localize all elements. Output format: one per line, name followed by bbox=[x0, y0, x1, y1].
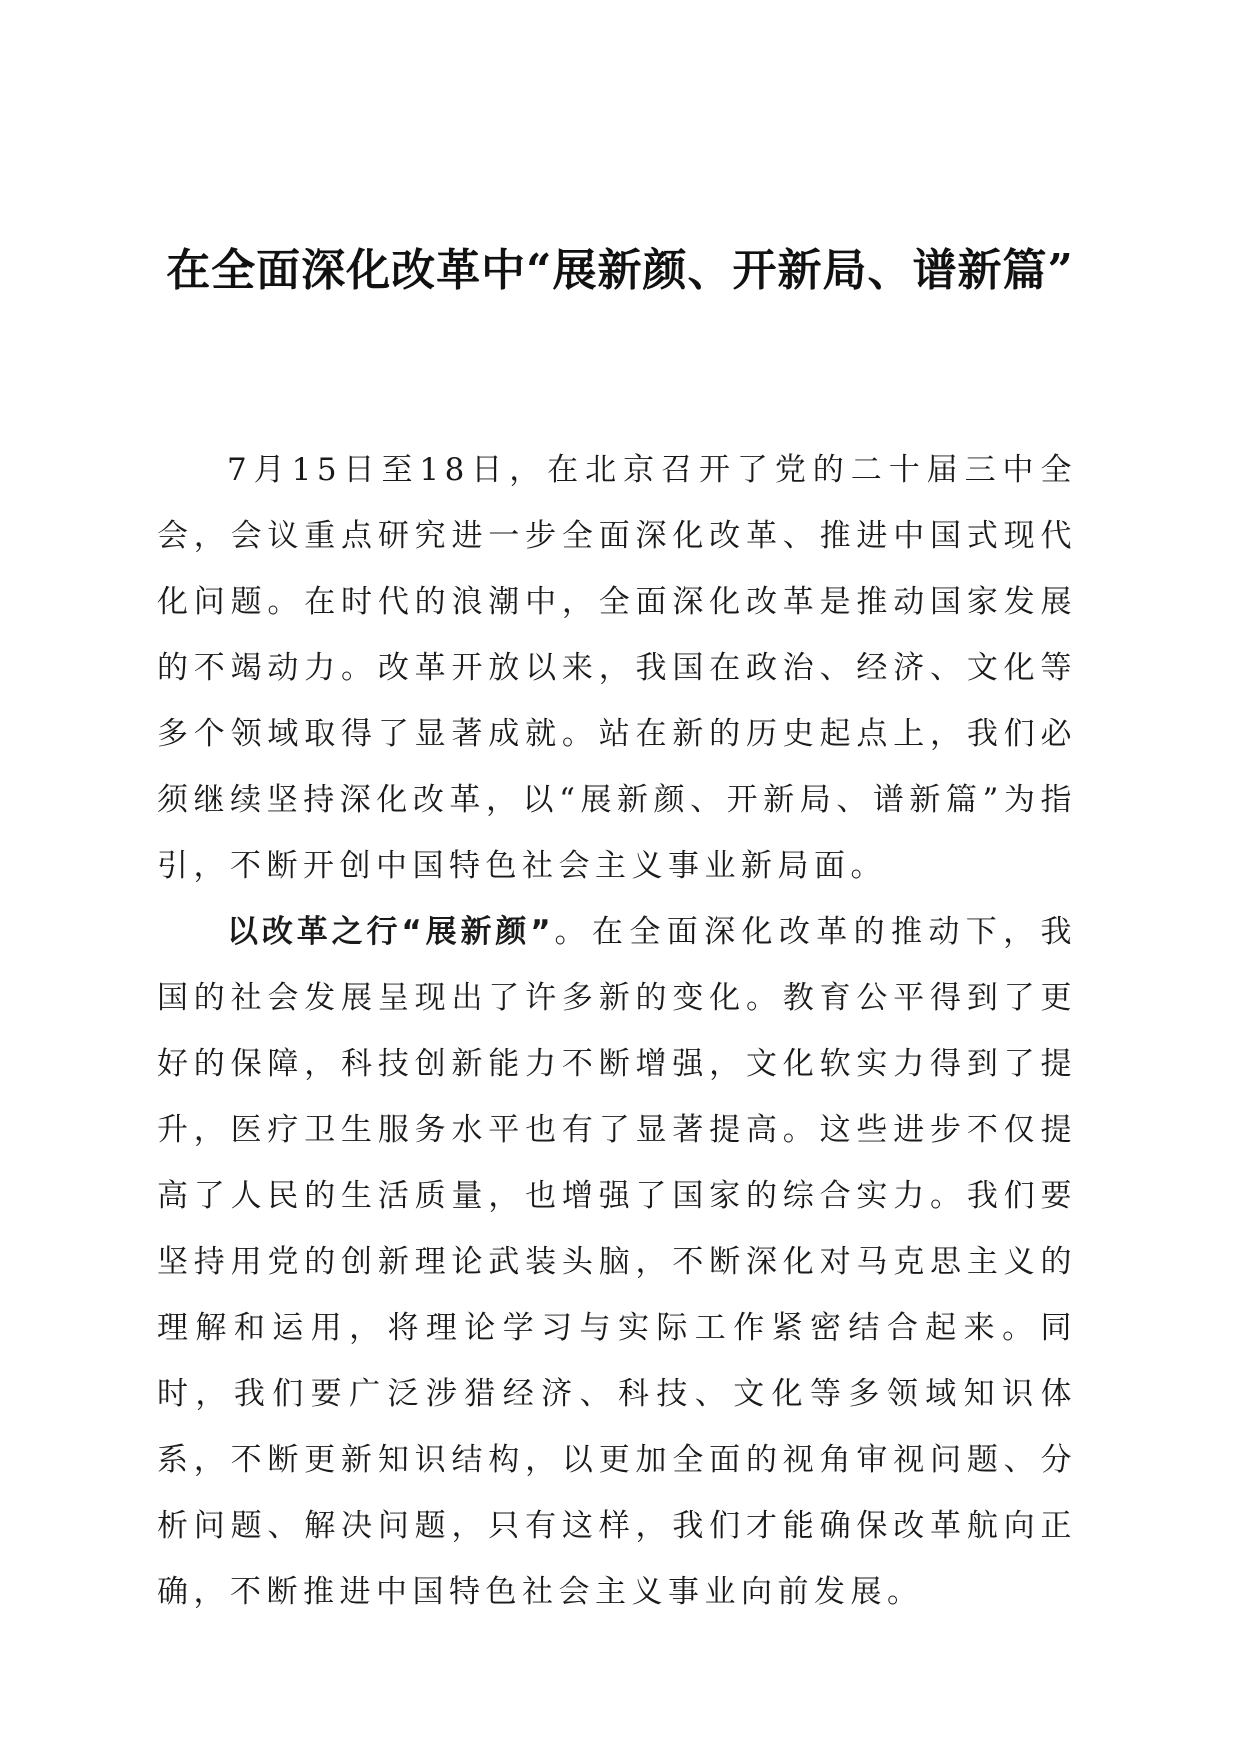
document-title: 在全面深化改革中“展新颜、开新局、谱新篇” bbox=[166, 245, 1074, 296]
document-body bbox=[157, 437, 1077, 1625]
paragraph-intro-text: 7月15日至18日，在北京召开了党的二十届三中全会，会议重点研究进一步全面深化改革、推进中国式现代化问题。在时代的浪潮中，全面深化改革是推动国家发展的不竭动力。改革开放以来，我国在政治、经济、文化等多个领域取得了显著成就。站在新的历史起点上，我们必须继续坚持深化改革，以“展新颜、开新局、谱新篇”为指引，不断开创中国特色社会主义事业新局面。 bbox=[157, 452, 1077, 884]
paragraph-intro bbox=[157, 437, 1077, 899]
section-1-text: 。在全面深化改革的推动下，我国的社会发展呈现出了许多新的变化。教育公平得到了更好的保障，科技创新能力不断增强，文化软实力得到了提升，医疗卫生服务水平也有了显著提高。这些进步不仅提高了人民的生活质量，也增强了国家的综合实力。我们要坚持用党的创新理论武装头脑，不断深化对马克思主义的理解和运用，将理论学习与实际工作紧密结合起来。同时，我们要广泛涉猎经济、科技、文化等多领域知识体系，不断更新知识结构，以更加全面的视角审视问题、分析问题、解决问题，只有这样，我们才能确保改革航向正确，不断推进中国特色社会主义事业向前发展。 bbox=[157, 914, 1077, 1610]
paragraph-section-1 bbox=[157, 899, 1077, 1625]
section-1-heading: 以改革之行“展新颜” bbox=[227, 914, 554, 950]
